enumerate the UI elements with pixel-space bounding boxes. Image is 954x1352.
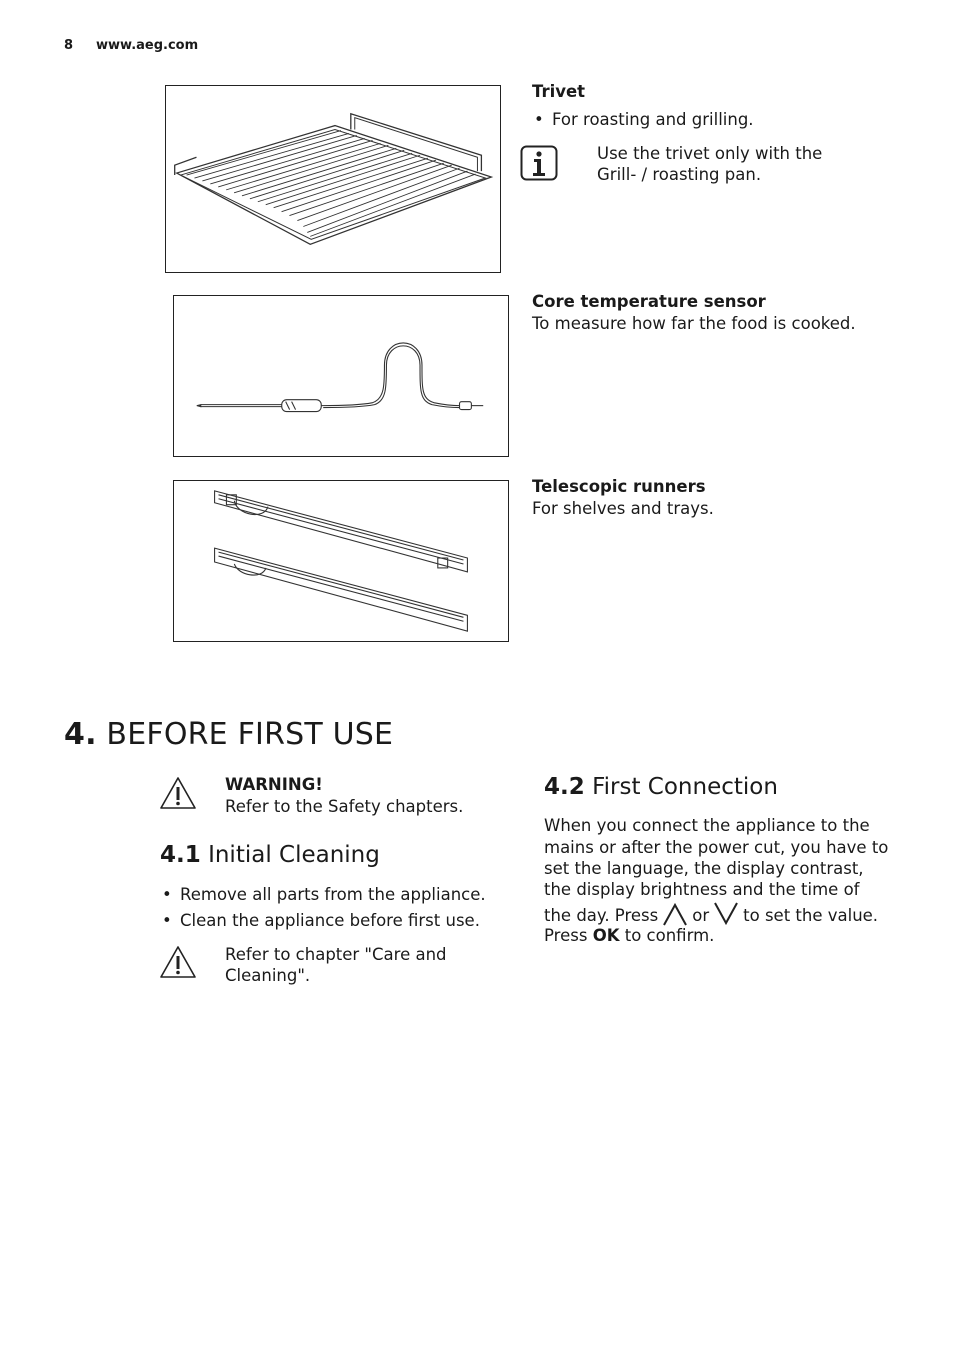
trivet-title: Trivet bbox=[532, 82, 586, 101]
subsection-first-connection bbox=[544, 774, 778, 800]
page-number: 8 bbox=[64, 38, 74, 53]
section-number: 4. bbox=[64, 717, 97, 752]
trivet-info-line1: Use the trivet only with the bbox=[597, 144, 823, 163]
telescopic-runners-illustration bbox=[173, 480, 509, 642]
trivet-illustration bbox=[165, 85, 501, 273]
warning-icon bbox=[159, 775, 197, 811]
connection-line-3: set the language, the display contrast, bbox=[544, 859, 864, 878]
connection-line-5-end: to set the value. bbox=[743, 906, 879, 925]
subsection-title: Initial Cleaning bbox=[208, 842, 380, 868]
section-title: BEFORE FIRST USE bbox=[106, 717, 394, 752]
subsection-number: 4.2 bbox=[544, 774, 585, 800]
section-heading bbox=[64, 717, 393, 752]
core-temperature-sensor-illustration bbox=[173, 295, 509, 457]
warning-text: Refer to the Safety chapters. bbox=[225, 797, 464, 816]
info-icon bbox=[520, 145, 558, 181]
connection-line-2: mains or after the power cut, you have to bbox=[544, 838, 889, 857]
cleaning-bullet-1: • Remove all parts from the appliance. bbox=[180, 884, 486, 905]
sensor-text: To measure how far the food is cooked. bbox=[532, 314, 856, 333]
connection-line-1: When you connect the appliance to the bbox=[544, 816, 870, 835]
cleaning-note-line2: Cleaning". bbox=[225, 966, 311, 985]
website-url: www.aeg.com bbox=[96, 38, 199, 53]
runners-title: Telescopic runners bbox=[532, 477, 706, 496]
down-arrow-icon bbox=[713, 902, 739, 931]
connection-line-6-start: Press bbox=[544, 926, 588, 945]
connection-line-5-start: the day. Press bbox=[544, 906, 659, 925]
subsection-title: First Connection bbox=[592, 774, 778, 800]
cleaning-bullet-2: • Clean the appliance before first use. bbox=[180, 910, 480, 931]
connection-line-5-or: or bbox=[692, 906, 710, 925]
runners-text: For shelves and trays. bbox=[532, 499, 714, 518]
connection-line-6-end: to confirm. bbox=[624, 926, 715, 945]
warning-icon bbox=[159, 944, 197, 980]
subsection-initial-cleaning bbox=[160, 842, 380, 868]
cleaning-note-line1: Refer to chapter "Care and bbox=[225, 945, 447, 964]
trivet-bullet: • For roasting and grilling. bbox=[552, 109, 754, 130]
trivet-info-line2: Grill- / roasting pan. bbox=[597, 165, 762, 184]
connection-line-6 bbox=[544, 925, 714, 946]
sensor-title: Core temperature sensor bbox=[532, 292, 766, 311]
connection-line-4: the display brightness and the time of bbox=[544, 880, 860, 899]
warning-title: WARNING! bbox=[225, 775, 323, 794]
subsection-number: 4.1 bbox=[160, 842, 201, 868]
ok-key-label: OK bbox=[592, 926, 620, 945]
